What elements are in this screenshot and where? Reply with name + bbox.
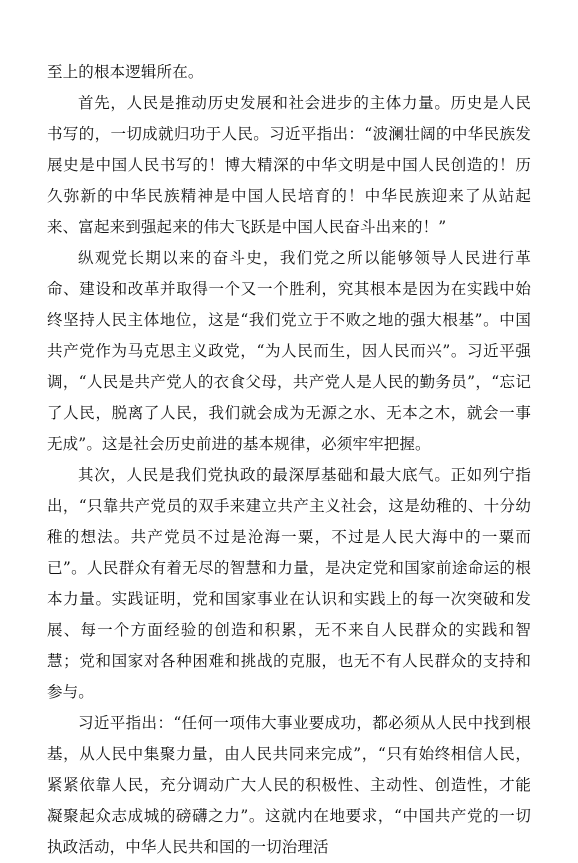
paragraph-party-history: 纵观党长期以来的奋斗史，我们党之所以能够领导人民进行革命、建设和改革并取得一个又一个胜利，究其根本是因为在实践中始终坚持人民主体地位，这是“我们党立于不败之地的强大根基”。中国共产党作为马克思主义政党，“为人民而生，因人民而兴”。习近平强调，“人民是共产党人的衣食父母，共产党人是人民的勤务员”，“忘记了人民，脱离了人民，我们就会成为无源之水、无本之木，就会一事无成”。这是社会历史前进的基本规律，必须牢牢把握。 <box>47 249 531 453</box>
paragraph-xi-quote: 习近平指出：“任何一项伟大事业要成功，都必须从人民中找到根基，从人民中集聚力量，由人民共同来完成”，“只有始终相信人民，紧紧依靠人民，充分调动广大人民的积极性、主动性、创造性，才能凝聚起众志成城的磅礴之力”。这就内在地要求，“中国共产党的一切执政活动，中华人民共和国的一切治理活 <box>47 714 531 856</box>
paragraph-people-main-force: 首先，人民是推动历史发展和社会进步的主体力量。历史是人民书写的，一切成就归功于人民。习近平指出：“波澜壮阔的中华民族发展史是中国人民书写的！博大精深的中华文明是中国人民创造的！历久弥新的中华民族精神是中国人民培育的！中华民族迎来了从站起来、富起来到强起来的伟大飞跃是中国人民奋斗出来的！” <box>47 94 531 236</box>
paragraph-governing-foundation: 其次，人民是我们党执政的最深厚基础和最大底气。正如列宁指出，“只靠共产党员的双手来建立共产主义社会，这是幼稚的、十分幼稚的想法。共产党员不过是沧海一粟，不过是人民大海中的一粟而已”。人民群众有着无尽的智慧和力量，是决定党和国家前途命运的根本力量。实践证明，党和国家事业在认识和实践上的每一次突破和发展、每一个方面经验的创造和积累，无不来自人民群众的实践和智慧；党和国家对各种困难和挑战的克服，也无不有人民群众的支持和参与。 <box>47 466 531 701</box>
paragraph-continuation: 至上的根本逻辑所在。 <box>47 63 204 81</box>
